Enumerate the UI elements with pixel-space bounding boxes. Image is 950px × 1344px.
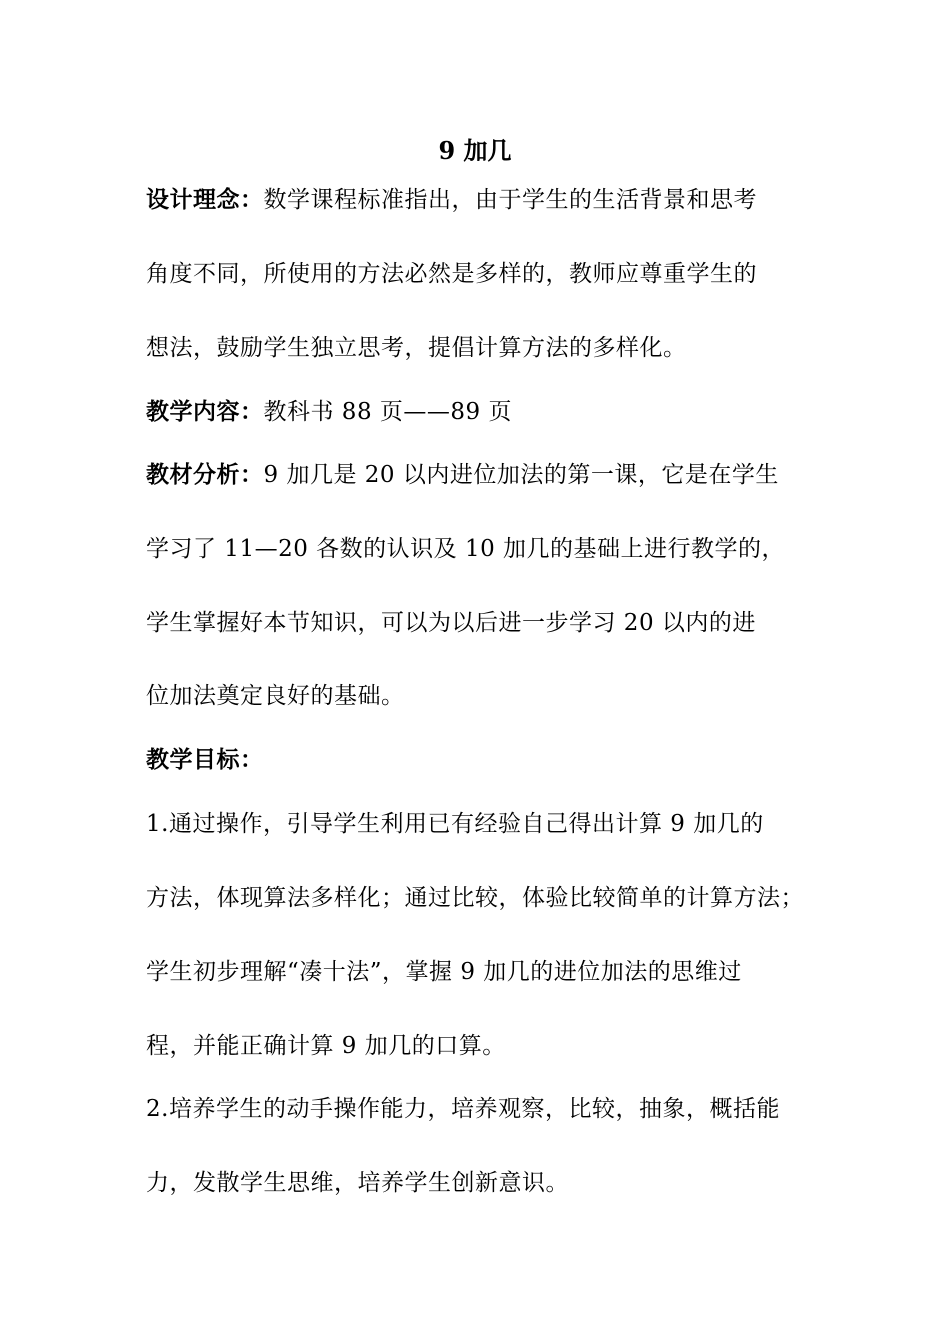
- body-line-2: [146, 258, 826, 290]
- body-line-4: [146, 396, 826, 428]
- line-text: 方法，体现算法多样化；通过比较，体验比较简单的计算方法；: [146, 885, 804, 911]
- line-text: 数学课程标准指出，由于学生的生活背景和思考: [263, 187, 757, 213]
- line-text: 9 加几是 20 以内进位加法的第一课，它是在学生: [263, 462, 779, 488]
- line-text: 角度不同，所使用的方法必然是多样的，教师应尊重学生的: [146, 261, 757, 287]
- line-text: 1.通过操作，引导学生利用已有经验自己得出计算 9 加几的: [146, 811, 764, 837]
- section-label-analysis: 教材分析：: [146, 461, 264, 488]
- line-text: 位加法奠定良好的基础。: [146, 683, 405, 709]
- section-label-content: 教学内容：: [146, 398, 264, 425]
- section-label-design: 设计理念：: [146, 186, 264, 213]
- line-text: 力，发散学生思维，培养学生创新意识。: [146, 1170, 569, 1196]
- body-line-3: [146, 332, 826, 364]
- body-line-10: [146, 808, 826, 840]
- body-line-9: [146, 744, 826, 776]
- body-line-7: [146, 607, 826, 639]
- body-line-13: [146, 1030, 826, 1062]
- body-line-15: [146, 1167, 826, 1199]
- line-text: 学生初步理解“凑十法”，掌握 9 加几的进位加法的思维过: [146, 959, 742, 985]
- section-label-goals: 教学目标：: [146, 746, 264, 773]
- body-line-1: [146, 184, 826, 216]
- document-title: 9 加几: [438, 136, 512, 165]
- body-line-11: [146, 882, 826, 914]
- body-line-8: [146, 680, 826, 712]
- line-text: 2.培养学生的动手操作能力，培养观察，比较，抽象，概括能: [146, 1096, 780, 1122]
- body-line-5: [146, 459, 826, 491]
- line-text: 学生掌握好本节知识，可以为以后进一步学习 20 以内的进: [146, 610, 756, 636]
- line-text: 程，并能正确计算 9 加几的口算。: [146, 1033, 506, 1059]
- body-line-14: [146, 1093, 826, 1125]
- body-line-12: [146, 956, 826, 988]
- line-text: 教科书 88 页——89 页: [263, 399, 512, 425]
- line-text: 想法，鼓励学生独立思考，提倡计算方法的多样化。: [146, 335, 687, 361]
- body-line-6: [146, 533, 826, 565]
- line-text: 学习了 11—20 各数的认识及 10 加几的基础上进行教学的，: [146, 536, 786, 562]
